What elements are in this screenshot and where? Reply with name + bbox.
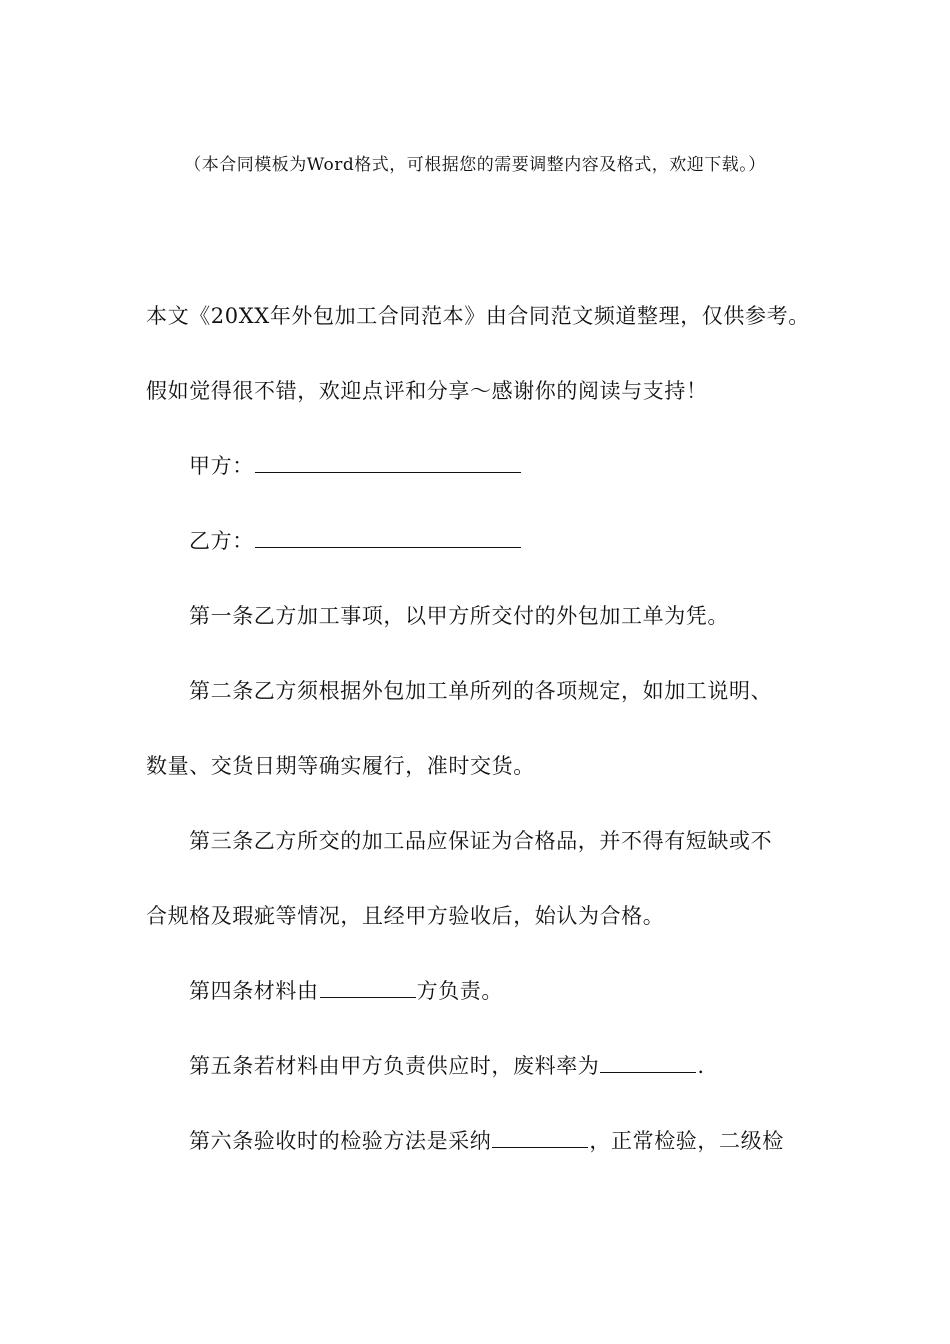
party-a-blank: [255, 471, 521, 473]
party-a-label: 甲方：: [189, 454, 254, 478]
article-3-line-2: 合规格及瑕疵等情况，且经甲方验收后，始认为合格。: [146, 904, 665, 928]
article-4: [189, 975, 503, 1005]
party-b-row: [189, 525, 522, 555]
article-4-text-pre: 第四条材料由: [189, 979, 319, 1003]
article-2-line-2: 数量、交货日期等确实履行，准时交货。: [146, 754, 535, 778]
article-5-text-post: .: [697, 1054, 705, 1078]
intro-line-2: 假如觉得很不错，欢迎点评和分享～感谢你的阅读与支持！: [146, 379, 708, 403]
article-5: [189, 1050, 705, 1080]
article-6-blank: [492, 1146, 588, 1148]
party-a-row: [189, 450, 522, 480]
article-4-blank: [320, 996, 416, 998]
article-5-blank: [600, 1071, 696, 1073]
article-1: 第一条乙方加工事项，以甲方所交付的外包加工单为凭。: [189, 604, 729, 628]
header-note: （本合同模板为Word格式，可根据您的需要调整内容及格式，欢迎下载。）: [184, 155, 766, 175]
party-b-label: 乙方：: [189, 529, 254, 553]
article-6-text-pre: 第六条验收时的检验方法是采纳: [189, 1129, 492, 1153]
article-6: [189, 1125, 784, 1155]
article-4-text-post: 方负责。: [416, 979, 504, 1003]
article-3-line-1: 第三条乙方所交的加工品应保证为合格品，并不得有短缺或不: [189, 829, 773, 853]
article-2-line-1: 第二条乙方须根据外包加工单所列的各项规定，如加工说明、: [189, 679, 773, 703]
article-6-text-post: ，正常检验，二级检: [589, 1129, 784, 1153]
party-b-blank: [255, 546, 521, 548]
intro-line-1: 本文《20XX年外包加工合同范本》由合同范文频道整理，仅供参考。: [146, 304, 810, 328]
article-5-text-pre: 第五条若材料由甲方负责供应时，废料率为: [189, 1054, 600, 1078]
